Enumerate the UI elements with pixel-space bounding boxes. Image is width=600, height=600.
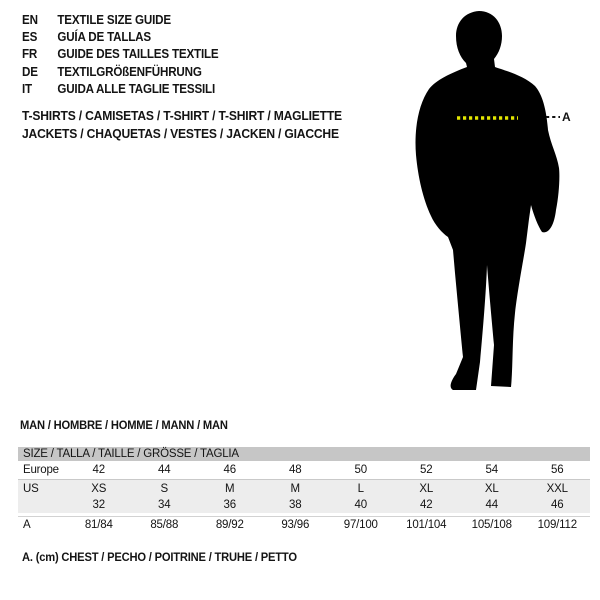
row-label: Europe [23, 464, 59, 476]
size-cell: 34 [158, 499, 171, 511]
size-cell: XL [419, 482, 434, 495]
size-cell: 42 [92, 464, 105, 476]
language-row [22, 28, 218, 45]
size-cell: 97/100 [343, 518, 378, 531]
size-cell: 36 [223, 499, 236, 511]
size-cell: 81/84 [84, 518, 113, 531]
language-title: TEXTILGRÖßENFÜHRUNG [57, 64, 202, 79]
size-cell: 42 [420, 499, 433, 511]
size-cell: M [225, 482, 235, 495]
us-size-band [18, 479, 590, 513]
category-line-tshirts: T-SHIRTS / CAMISETAS / T-SHIRT / T-SHIRT / MAGLIETTE [22, 108, 342, 123]
size-cell: 52 [420, 464, 433, 476]
table-row-chest [18, 516, 590, 532]
language-title: TEXTILE SIZE GUIDE [57, 12, 171, 27]
language-row [22, 81, 218, 98]
row-label: US [23, 482, 39, 495]
size-cell: S [160, 482, 168, 495]
size-cell: 48 [289, 464, 302, 476]
footnote-chest: A. (cm) CHEST / PECHO / POITRINE / TRUHE / PETTO [22, 550, 297, 564]
size-cell: 105/108 [471, 518, 512, 531]
language-code: ES [22, 30, 38, 45]
size-cell: 38 [289, 499, 302, 511]
measure-label-a: A [562, 110, 571, 124]
size-cell: 44 [485, 499, 498, 511]
section-title-man: MAN / HOMBRE / HOMME / MANN / MAN [20, 418, 228, 432]
language-row [22, 46, 218, 63]
size-table [18, 447, 590, 532]
language-title: GUIDE DES TAILLES TEXTILE [57, 47, 219, 62]
size-cell: 44 [158, 464, 171, 476]
size-cell: XXL [546, 482, 568, 495]
size-cell: 40 [354, 499, 367, 511]
size-cell: 46 [551, 499, 564, 511]
language-row [22, 11, 218, 28]
size-cell: 46 [223, 464, 236, 476]
language-row [22, 63, 218, 80]
language-list [22, 11, 218, 98]
size-cell: 93/96 [281, 518, 310, 531]
language-code: FR [22, 47, 38, 62]
category-lines [22, 107, 342, 143]
size-cell: XS [91, 482, 107, 495]
size-cell: XL [484, 482, 499, 495]
size-cell: 109/112 [537, 518, 577, 531]
size-cell: L [357, 482, 364, 495]
table-row-us [18, 480, 590, 497]
size-cell: 85/88 [150, 518, 179, 531]
man-silhouette-path [416, 11, 560, 390]
size-cell: 101/104 [406, 518, 447, 531]
size-cell: M [290, 482, 300, 495]
row-label: A [23, 518, 31, 531]
man-silhouette [395, 5, 570, 395]
size-cell: 56 [551, 464, 564, 476]
language-title: GUÍA DE TALLAS [57, 30, 151, 45]
language-title: GUIDA ALLE TAGLIE TESSILI [57, 82, 216, 97]
language-code: IT [22, 82, 32, 97]
size-cell: 89/92 [215, 518, 244, 531]
table-row-europe [18, 461, 590, 479]
table-row-us-numeric [18, 497, 590, 513]
language-code: DE [22, 64, 38, 79]
language-code: EN [22, 12, 38, 27]
size-table-header: SIZE / TALLA / TAILLE / GRÖSSE / TAGLIA [18, 447, 590, 461]
size-cell: 54 [485, 464, 498, 476]
category-line-jackets: JACKETS / CHAQUETAS / VESTES / JACKEN / GIACCHE [22, 126, 339, 141]
size-cell: 50 [354, 464, 367, 476]
size-cell: 32 [92, 499, 105, 511]
